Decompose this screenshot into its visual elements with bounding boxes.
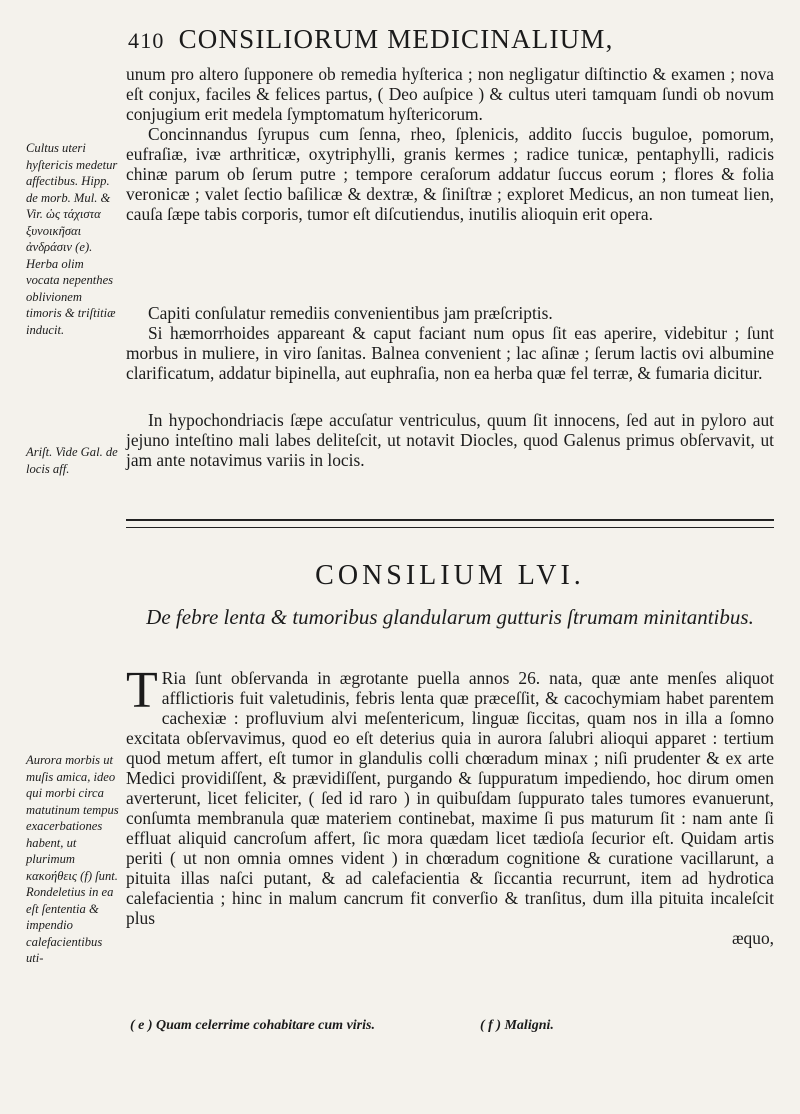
margin-note-cultus-uteri: Cultus uteri hyſtericis medetur affectibus. Hipp. de morb. Mul. & Vir. ὡς τάχιστα ξυνοικῆσαι ἀνδράσιν (e). Herba olim vocata nepenthes oblivionem timoris & triſtitiæ inducit. [26,141,118,337]
drop-cap: T [126,662,158,719]
chapter-title: CONSILIUM LVI. [315,560,585,591]
text-section-2 [126,303,774,383]
running-header [128,24,768,55]
text-section-1 [126,64,774,224]
paragraph [126,662,774,928]
section-divider [126,519,774,528]
paragraph: Capiti conſulatur remediis convenientibus jam præſcriptis. [148,303,553,323]
running-title: CONSILIORUM MEDICINALIUM, [178,24,614,54]
paragraph: In hypochondriacis ſæpe accuſatur ventriculus, quum ſit innocens, ſed aut in pyloro aut jejuno inteſtino mali labes deliteſcit, ut notavit Diocles, quod Galenus primus obſervavit, ut jam ante notavimus variis in locis. [126,410,774,470]
body-text: Ria ſunt obſervanda in ægrotante puella annos 26. nata, quæ ante menſes aliquot afflictioris fuit valetudinis, febris lenta quæ præceſſit, & cacochymiam habet parentem cachexiæ : profluvium alvi meſentericum, linguæ ſiccitas, quam nos in illa a ſomno excitata obſervavimus, quod eo eſt deterius quia in aurora ſalubri alioqui apparet : tertium quod metum affert, eſt tumor in glandulis colli chœradum minax ; niſi prudenter & ex arte Medici providiſſent, & prævidiſſent, purgando & ſuppuratum impediendo, hoc dirum omen averterunt, licet feliciter, ( ſed id raro ) in quibuſdam ſuppurato tales tumores evanuerunt, conſumta membranula quæ materiem continebat, maxime ſi pus maturum ſit : nam ante ſi effluat aliquid cancroſum affert, ſic mora quædam licet tædioſa ſecurior eſt. Quidam artis periti ( ut non omnia omnes vident ) in chœradum cognitione & curatione vacillarunt, a pituita illas naſci putant, & ad calefacientia & ſiccantia recurrunt, item ad hydrotica calefacientia ; hinc in malum cancrum fit converſio & tranſitus, dum illa pituita incaleſcit plus [126,668,774,928]
footnote-f: ( f ) Maligni. [480,1018,554,1033]
chapter-subtitle: De febre lenta & tumoribus glandularum gutturis ſtrumam minitantibus. [146,605,754,629]
footnote-e: ( e ) Quam celerrime cohabitare cum viris. [130,1018,375,1033]
chapter-body [126,662,774,948]
catchword: æquo, [731,928,774,948]
paragraph: Si hæmorrhoides appareant & caput faciant num opus ſit eas aperire, videbitur ; ſunt morbus in muliere, in viro ſanitas. Balnea convenient ; lac aſinæ ; ſerum lactis ovi albumine clarificatum, addatur bipinella, aut euphraſia, non ea herba quæ fel terræ, & fumaria dicitur. [126,323,774,383]
paragraph: unum pro altero ſupponere ob remedia hyſterica ; non negligatur diſtinctio & examen ; nova eſt conjux, faciles & felices partus, ( Deo auſpice ) & cultus uteri tamquam ſundi ob novum conjugium erit medela ſymptomatum hyſtericorum. [126,64,774,124]
text-section-3 [126,410,774,470]
margin-note-arist: Ariſt. Vide Gal. de locis aff. [26,445,118,476]
page-number: 410 [128,28,165,53]
paragraph: Concinnandus ſyrupus cum ſenna, rheo, ſplenicis, addito ſuccis buguloe, pomorum, eufraſiæ, ivæ arthriticæ, oxytriphylli, granis kermes ; radice tunicæ, pentaphylli, radicis chinæ parum ob ſerum putre ; tempore ceraſorum addatur ſuccus eorum ; flores & folia veronicæ ; valet ſectio baſilicæ & dextræ, & ſiniſtræ ; exploret Medicus, an non tumeat lien, cauſa ſæpe tabis corporis, tumor eſt diſcutiendus, inutilis alioquin erit opera. [126,124,774,224]
margin-note-aurora: Aurora morbis ut muſis amica, ideo qui morbi circa matutinum tempus exacerbationes habent, ut plurimum κακοήθεις (f) ſunt. Rondeletius in ea eſt ſententia & impendio calefacientibus uti- [26,753,119,965]
